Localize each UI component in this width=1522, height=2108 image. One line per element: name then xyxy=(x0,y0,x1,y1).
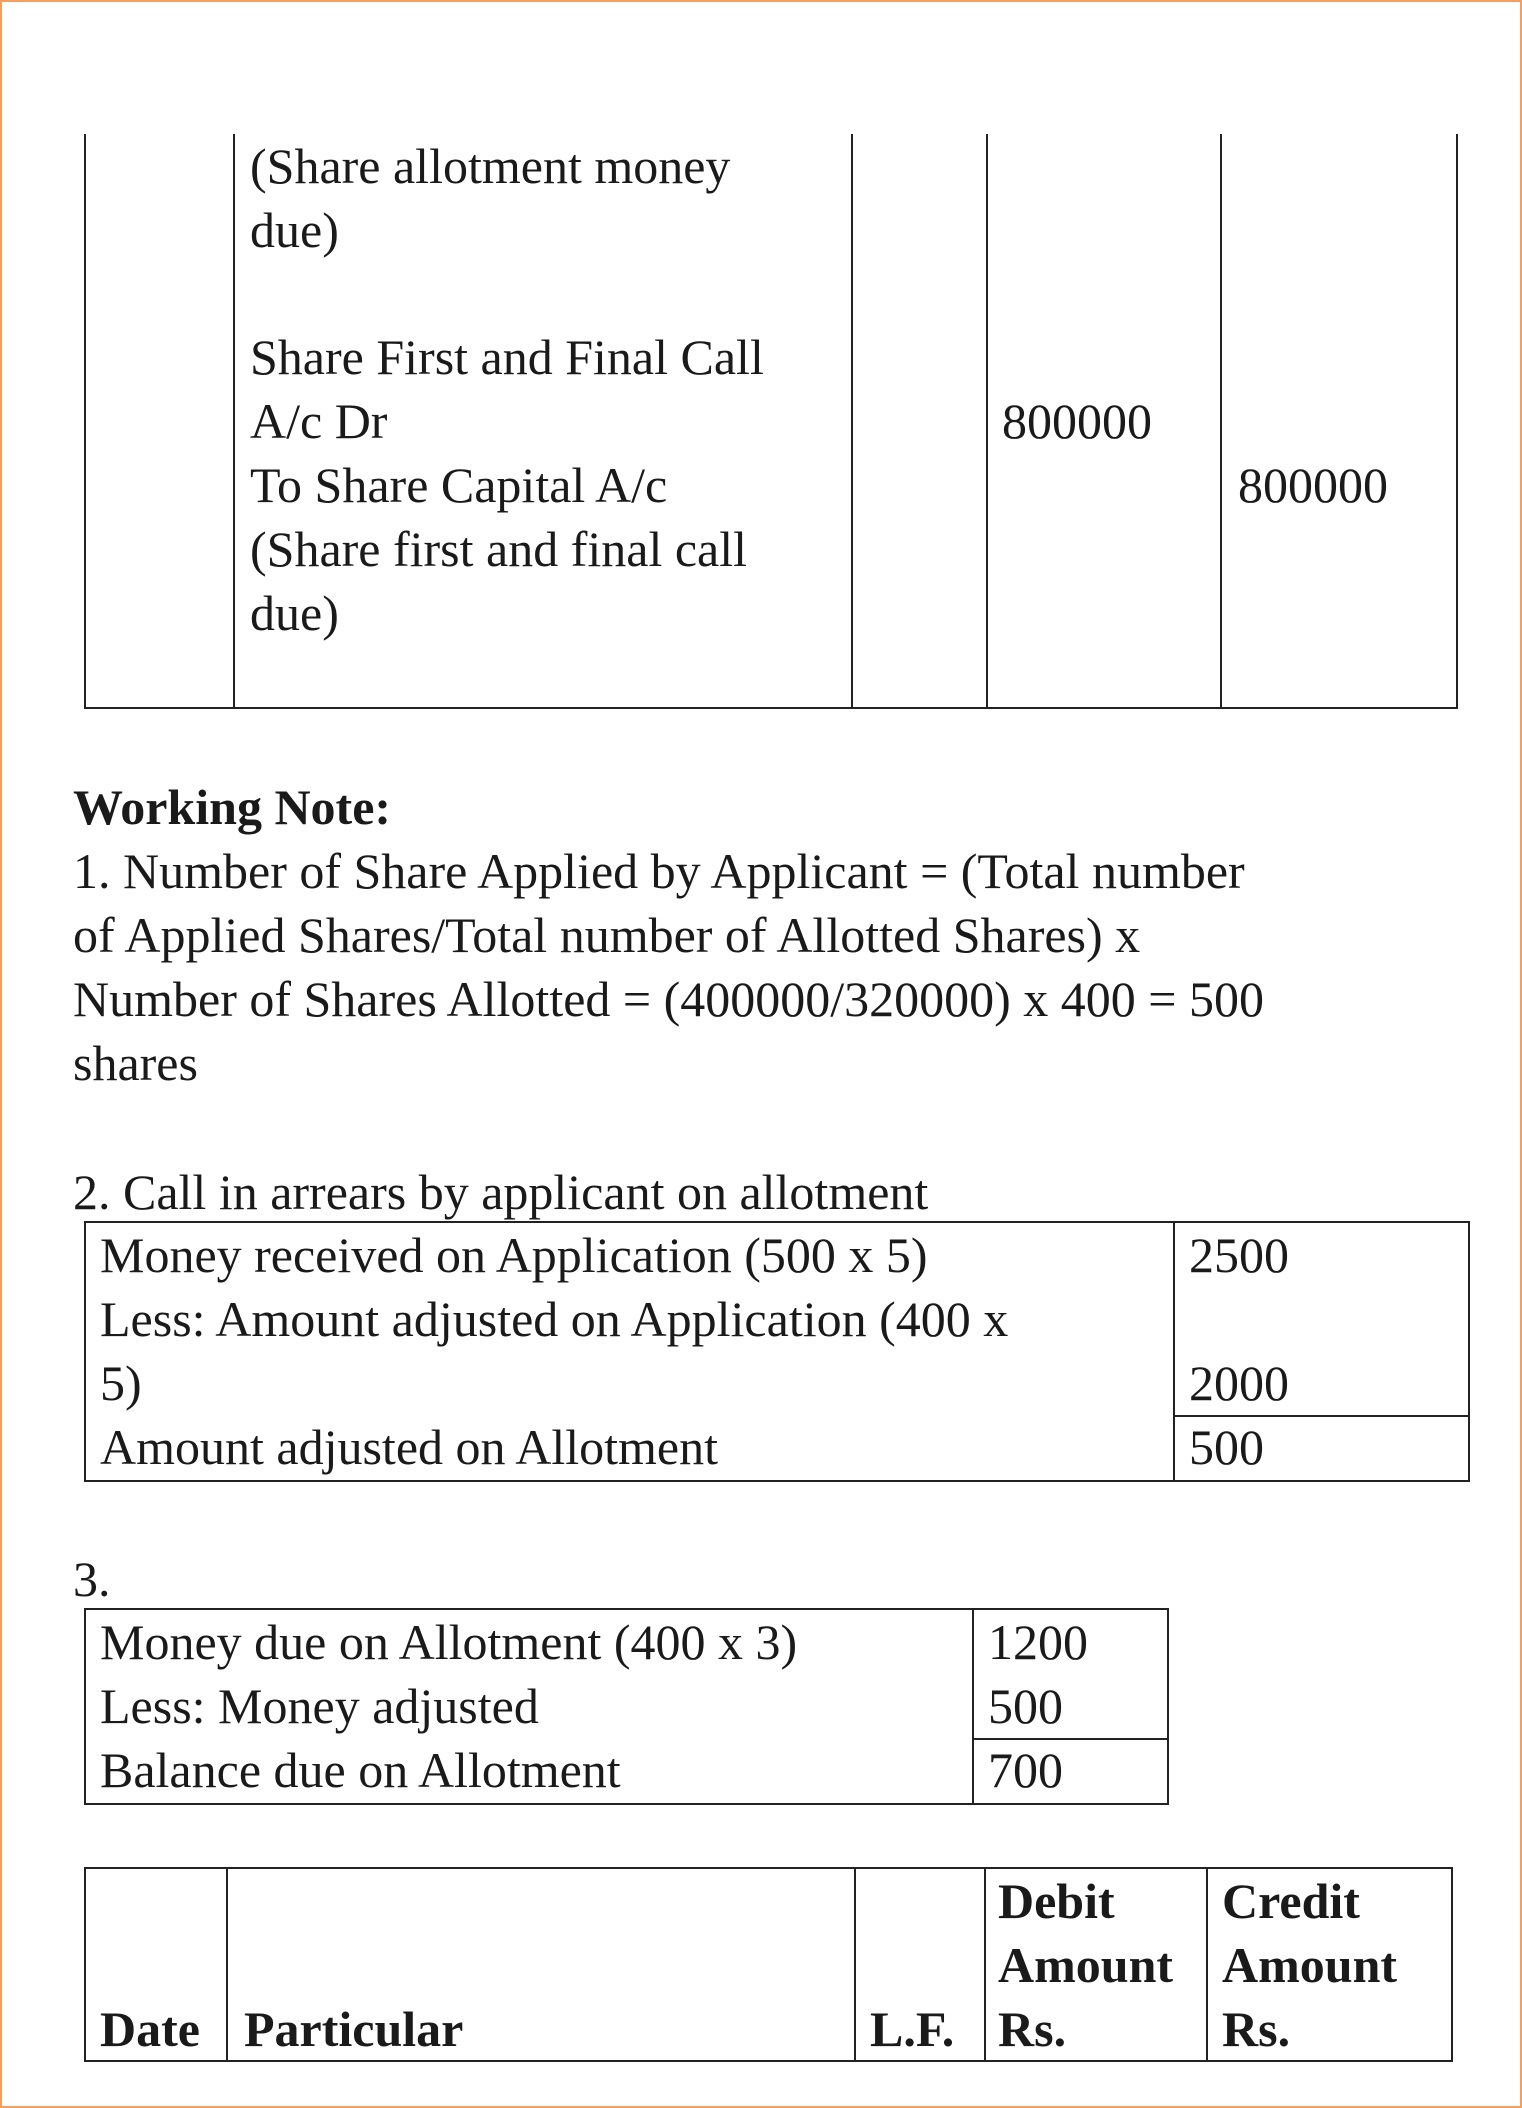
particulars-line: (Share first and final call xyxy=(250,521,748,577)
header-credit xyxy=(1222,1869,1397,2061)
header-line: Credit xyxy=(1222,1873,1360,1929)
col-divider-particular xyxy=(851,134,853,707)
header-lf: L.F. xyxy=(870,2001,955,2057)
note2-row3-label: Amount adjusted on Allotment xyxy=(100,1419,719,1475)
note-2-table xyxy=(84,1221,1470,1482)
credit-amount: 800000 xyxy=(1238,457,1388,513)
note2-row1-value: 2500 xyxy=(1189,1227,1289,1283)
header-particular: Particular xyxy=(244,2001,464,2057)
note3-row1-label: Money due on Allotment (400 x 3) xyxy=(100,1614,798,1670)
note2-row1-label: Money received on Application (500 x 5) xyxy=(100,1227,928,1283)
note3-row3-value: 700 xyxy=(988,1742,1063,1798)
col-divider-lf xyxy=(986,134,988,707)
particulars-line: Share First and Final Call xyxy=(250,329,764,385)
working-note-2-title: 2. Call in arrears by applicant on allotment xyxy=(73,1164,929,1220)
particulars-first-final-call xyxy=(250,325,764,645)
note-line: Number of Shares Allotted = (400000/320000) x 400 = 500 xyxy=(73,971,1264,1027)
journal-table-continued xyxy=(84,134,1458,709)
note3-row2-label: Less: Money adjusted xyxy=(100,1678,539,1734)
header-date: Date xyxy=(100,2001,200,2057)
particulars-line: A/c Dr xyxy=(250,393,388,449)
journal-header-table xyxy=(84,1867,1453,2062)
note-line: shares xyxy=(73,1035,198,1091)
working-note-heading: Working Note: xyxy=(73,779,392,835)
note3-row2-value: 500 xyxy=(988,1678,1063,1734)
header-line: Debit xyxy=(998,1873,1115,1929)
note-line: of Applied Shares/Total number of Allotted Shares) x xyxy=(73,907,1141,963)
col-divider-date xyxy=(226,1869,228,2060)
row-line: Less: Amount adjusted on Application (400 x xyxy=(100,1291,1009,1347)
note3-row1-value: 1200 xyxy=(988,1614,1088,1670)
header-line: Amount xyxy=(1222,1937,1398,1993)
col-divider-debit xyxy=(1206,1869,1208,2060)
note-line: 1. Number of Share Applied by Applicant = (Total number xyxy=(73,843,1245,899)
note2-row3-value: 500 xyxy=(1189,1419,1264,1475)
particulars-allotment-note xyxy=(250,134,730,262)
col-divider-date xyxy=(233,134,235,707)
note-3-table xyxy=(84,1608,1169,1805)
row-line: 5) xyxy=(100,1355,142,1411)
note3-row3-label: Balance due on Allotment xyxy=(100,1742,621,1798)
particulars-line: To Share Capital A/c xyxy=(250,457,668,513)
col-divider-particular xyxy=(854,1869,856,2060)
particulars-line: due) xyxy=(250,585,339,641)
header-line: Amount xyxy=(998,1937,1174,1993)
col-divider-debit xyxy=(1220,134,1222,707)
header-debit xyxy=(998,1869,1173,2061)
note2-row2-label xyxy=(86,1287,1022,1415)
working-note-3-title: 3. xyxy=(73,1551,111,1607)
working-note-1 xyxy=(73,839,1264,1095)
header-line: Rs. xyxy=(998,2001,1067,2057)
particulars-line: due) xyxy=(250,202,339,258)
particulars-line: (Share allotment money xyxy=(250,138,731,194)
col-divider-lf xyxy=(984,1869,986,2060)
note2-row2-value: 2000 xyxy=(1189,1355,1289,1411)
debit-amount: 800000 xyxy=(1002,393,1152,449)
header-line: Rs. xyxy=(1222,2001,1291,2057)
